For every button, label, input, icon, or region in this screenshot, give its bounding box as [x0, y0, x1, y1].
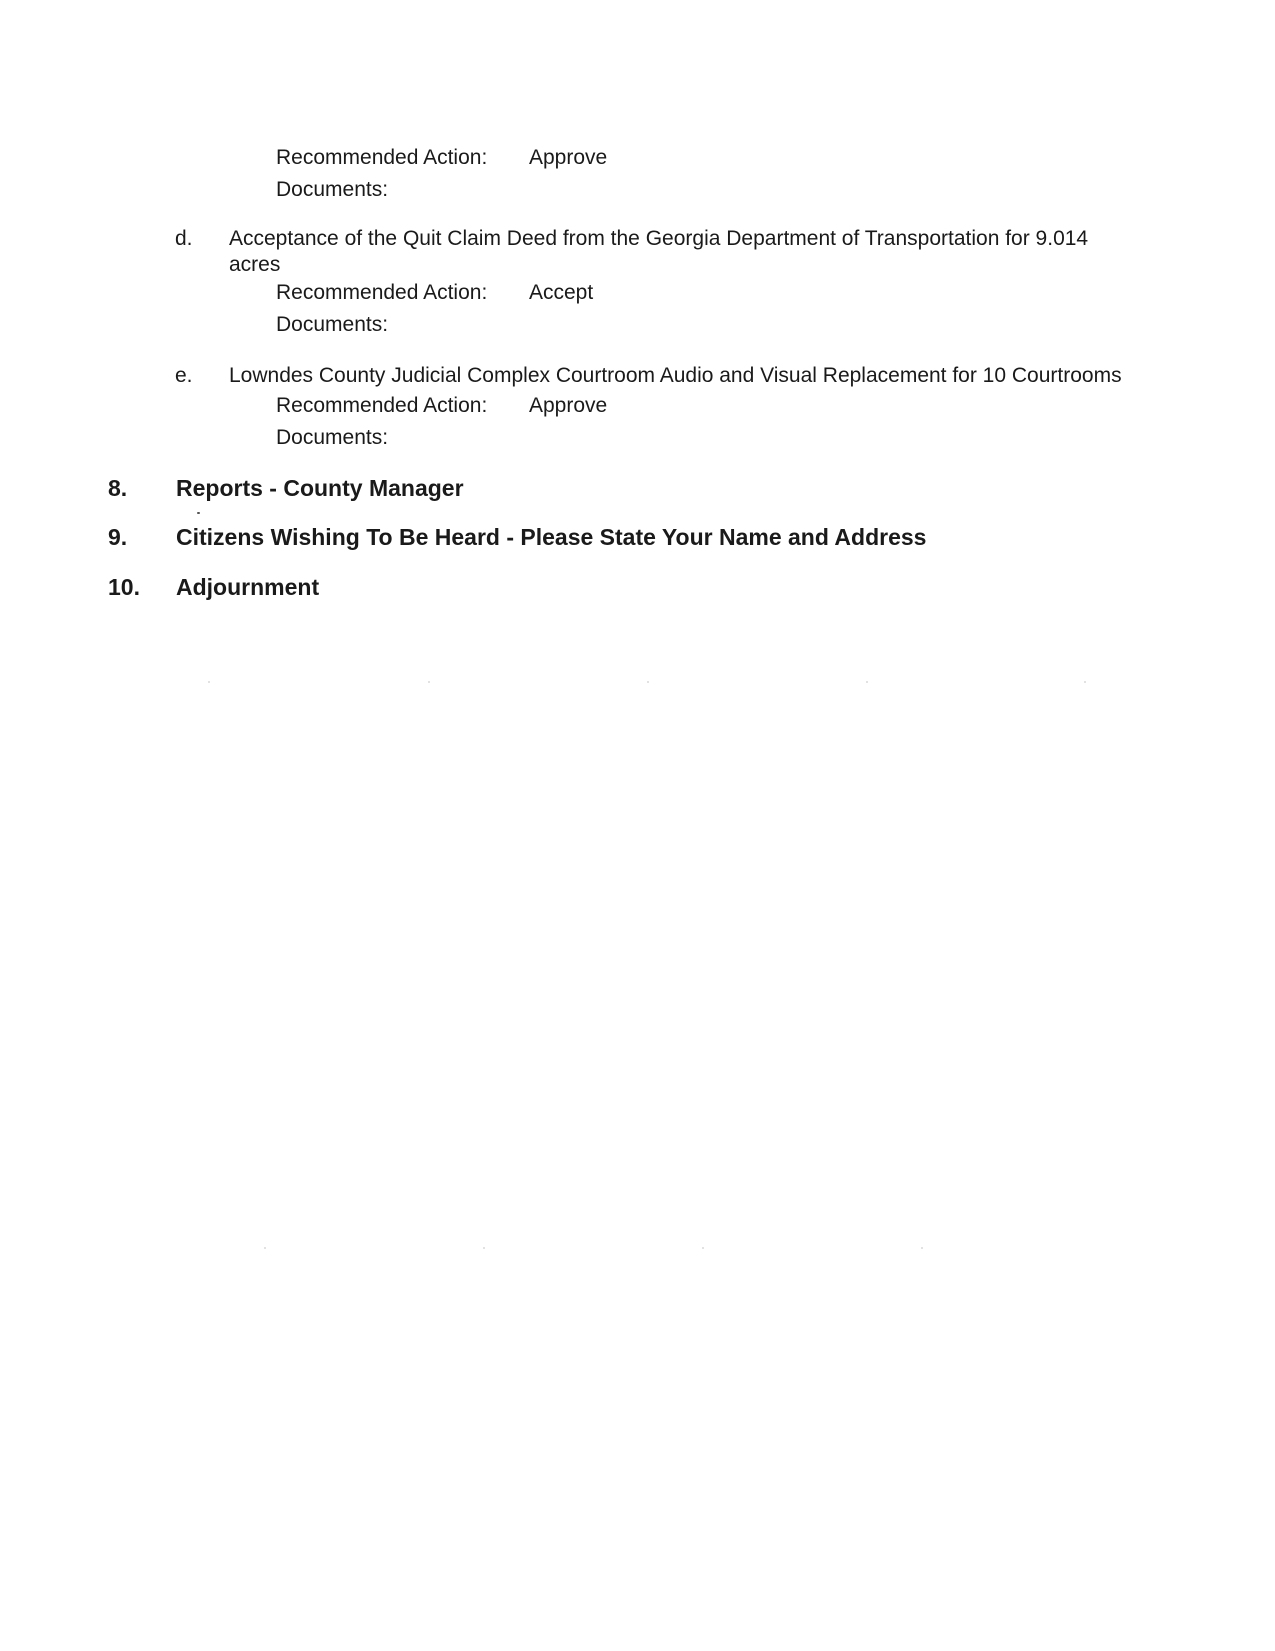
scan-speck	[483, 1247, 485, 1249]
subitem-title: Acceptance of the Quit Claim Deed from the Georgia Department of Transportation for 9.014	[229, 227, 1089, 250]
scan-speck	[866, 681, 868, 683]
scan-speck	[197, 512, 200, 514]
scan-speck	[208, 681, 210, 683]
subitem-title: Lowndes County Judicial Complex Courtroom Audio and Visual Replacement for 10 Courtrooms	[229, 364, 1122, 387]
documents-label: Documents:	[276, 178, 389, 201]
subitem-letter: e.	[175, 364, 193, 387]
recommended-action-label: Recommended Action:	[276, 394, 488, 417]
scan-speck	[921, 1247, 923, 1249]
recommended-action-value: Accept	[529, 281, 594, 304]
item-title: Citizens Wishing To Be Heard - Please State Your Name and Address	[176, 524, 927, 550]
recommended-action-label: Recommended Action:	[276, 281, 488, 304]
documents-label: Documents:	[276, 313, 389, 336]
scan-speck	[702, 1247, 704, 1249]
recommended-action-label: Recommended Action:	[276, 146, 488, 169]
scan-speck	[428, 681, 430, 683]
documents-label: Documents:	[276, 426, 389, 449]
scan-speck	[264, 1247, 266, 1249]
item-number: 10.	[108, 574, 140, 600]
recommended-action-value: Approve	[529, 394, 608, 417]
item-title: Adjournment	[176, 574, 320, 600]
subitem-title-continued: acres	[229, 253, 281, 276]
subitem-letter: d.	[175, 227, 193, 250]
scan-speck	[647, 681, 649, 683]
scan-speck	[1084, 681, 1086, 683]
item-number: 8.	[108, 475, 128, 501]
item-title: Reports - County Manager	[176, 475, 464, 501]
recommended-action-value: Approve	[529, 146, 608, 169]
item-number: 9.	[108, 524, 128, 550]
